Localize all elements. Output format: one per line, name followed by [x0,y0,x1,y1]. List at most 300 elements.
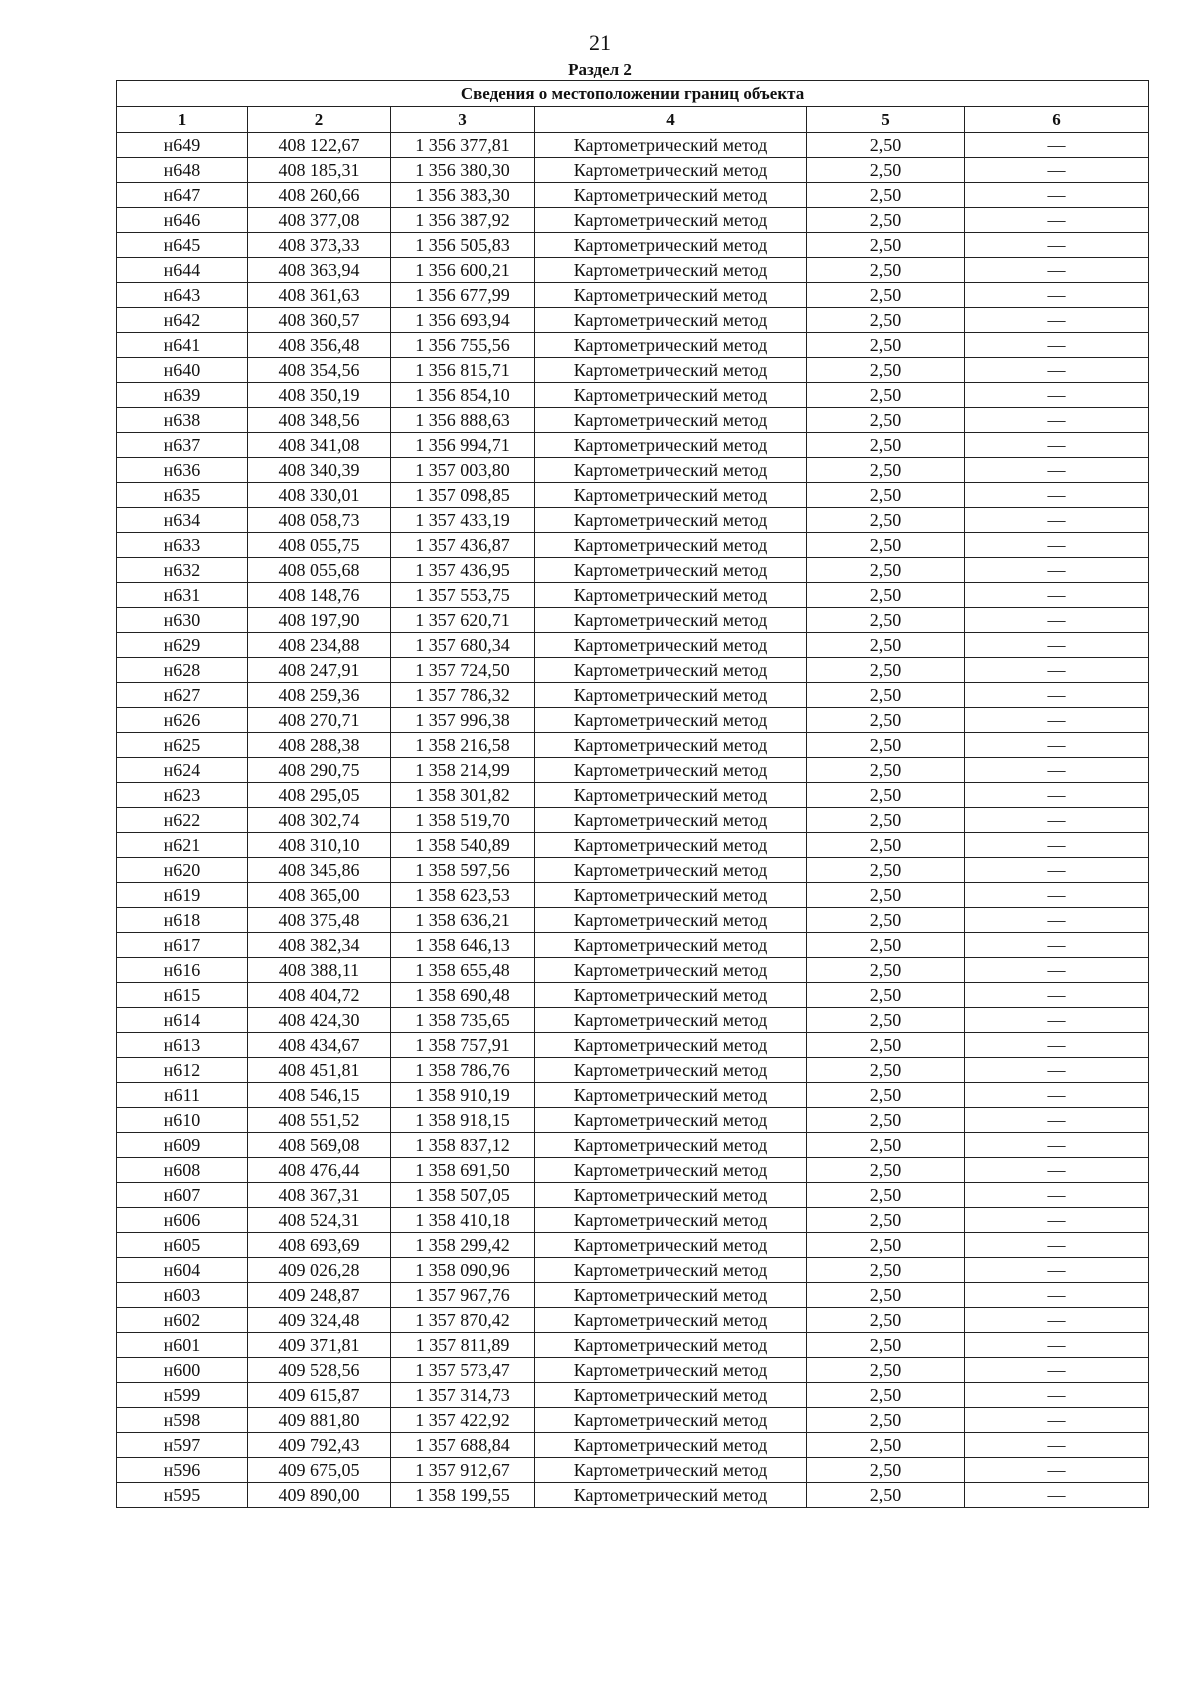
point-id-cell: н595 [117,1483,248,1508]
note-cell: — [965,983,1149,1008]
note-cell: — [965,808,1149,833]
accuracy-cell: 2,50 [807,1483,965,1508]
point-id-cell: н632 [117,558,248,583]
method-cell: Картометрический метод [535,683,807,708]
point-id-cell: н609 [117,1133,248,1158]
table-row [117,1308,1149,1333]
accuracy-cell: 2,50 [807,1383,965,1408]
method-cell: Картометрический метод [535,183,807,208]
accuracy-cell: 2,50 [807,558,965,583]
point-id-cell: н635 [117,483,248,508]
table-row [117,608,1149,633]
y-coordinate-cell: 1 358 410,18 [391,1208,535,1233]
table-row [117,1383,1149,1408]
column-number-row [117,107,1149,133]
x-coordinate-cell: 409 324,48 [248,1308,391,1333]
y-coordinate-cell: 1 358 655,48 [391,958,535,983]
method-cell: Картометрический метод [535,483,807,508]
table-row [117,1483,1149,1508]
note-cell: — [965,1258,1149,1283]
x-coordinate-cell: 408 148,76 [248,583,391,608]
note-cell: — [965,758,1149,783]
accuracy-cell: 2,50 [807,1458,965,1483]
table-row [117,933,1149,958]
note-cell: — [965,608,1149,633]
boundary-coordinates-table [116,80,1149,1508]
accuracy-cell: 2,50 [807,1283,965,1308]
x-coordinate-cell: 408 361,63 [248,283,391,308]
table-row [117,1158,1149,1183]
accuracy-cell: 2,50 [807,1008,965,1033]
point-id-cell: н614 [117,1008,248,1033]
method-cell: Картометрический метод [535,1158,807,1183]
y-coordinate-cell: 1 357 724,50 [391,658,535,683]
note-cell: — [965,1008,1149,1033]
column-header: 3 [391,107,535,133]
x-coordinate-cell: 408 365,00 [248,883,391,908]
y-coordinate-cell: 1 358 299,42 [391,1233,535,1258]
table-row [117,1058,1149,1083]
note-cell: — [965,1483,1149,1508]
point-id-cell: н607 [117,1183,248,1208]
table-row [117,1283,1149,1308]
note-cell: — [965,1283,1149,1308]
table-row [117,433,1149,458]
note-cell: — [965,1233,1149,1258]
accuracy-cell: 2,50 [807,908,965,933]
point-id-cell: н606 [117,1208,248,1233]
y-coordinate-cell: 1 356 383,30 [391,183,535,208]
accuracy-cell: 2,50 [807,308,965,333]
method-cell: Картометрический метод [535,858,807,883]
y-coordinate-cell: 1 356 755,56 [391,333,535,358]
accuracy-cell: 2,50 [807,1308,965,1333]
table-row [117,983,1149,1008]
method-cell: Картометрический метод [535,1083,807,1108]
accuracy-cell: 2,50 [807,583,965,608]
point-id-cell: н625 [117,733,248,758]
note-cell: — [965,458,1149,483]
point-id-cell: н615 [117,983,248,1008]
x-coordinate-cell: 408 363,94 [248,258,391,283]
y-coordinate-cell: 1 358 519,70 [391,808,535,833]
table-title-row [117,81,1149,107]
table-row [117,558,1149,583]
y-coordinate-cell: 1 358 735,65 [391,1008,535,1033]
x-coordinate-cell: 408 288,38 [248,733,391,758]
point-id-cell: н596 [117,1458,248,1483]
x-coordinate-cell: 408 375,48 [248,908,391,933]
y-coordinate-cell: 1 358 757,91 [391,1033,535,1058]
x-coordinate-cell: 408 348,56 [248,408,391,433]
column-header: 4 [535,107,807,133]
note-cell: — [965,1083,1149,1108]
x-coordinate-cell: 408 302,74 [248,808,391,833]
method-cell: Картометрический метод [535,158,807,183]
column-header: 6 [965,107,1149,133]
y-coordinate-cell: 1 358 691,50 [391,1158,535,1183]
accuracy-cell: 2,50 [807,783,965,808]
method-cell: Картометрический метод [535,433,807,458]
table-row [117,1033,1149,1058]
x-coordinate-cell: 408 345,86 [248,858,391,883]
note-cell: — [965,1308,1149,1333]
method-cell: Картометрический метод [535,708,807,733]
point-id-cell: н643 [117,283,248,308]
x-coordinate-cell: 408 055,68 [248,558,391,583]
x-coordinate-cell: 408 247,91 [248,658,391,683]
point-id-cell: н597 [117,1433,248,1458]
accuracy-cell: 2,50 [807,1183,965,1208]
x-coordinate-cell: 408 569,08 [248,1133,391,1158]
table-row [117,1208,1149,1233]
x-coordinate-cell: 408 373,33 [248,233,391,258]
y-coordinate-cell: 1 356 600,21 [391,258,535,283]
accuracy-cell: 2,50 [807,933,965,958]
accuracy-cell: 2,50 [807,508,965,533]
table-row [117,233,1149,258]
accuracy-cell: 2,50 [807,1358,965,1383]
note-cell: — [965,1408,1149,1433]
note-cell: — [965,708,1149,733]
point-id-cell: н619 [117,883,248,908]
table-row [117,833,1149,858]
method-cell: Картометрический метод [535,1008,807,1033]
accuracy-cell: 2,50 [807,708,965,733]
x-coordinate-cell: 408 693,69 [248,1233,391,1258]
y-coordinate-cell: 1 356 377,81 [391,133,535,158]
y-coordinate-cell: 1 356 693,94 [391,308,535,333]
y-coordinate-cell: 1 358 918,15 [391,1108,535,1133]
accuracy-cell: 2,50 [807,658,965,683]
table-row [117,1083,1149,1108]
table-row [117,1108,1149,1133]
table-row [117,358,1149,383]
point-id-cell: н611 [117,1083,248,1108]
accuracy-cell: 2,50 [807,333,965,358]
table-row [117,1408,1149,1433]
accuracy-cell: 2,50 [807,458,965,483]
accuracy-cell: 2,50 [807,1058,965,1083]
y-coordinate-cell: 1 357 967,76 [391,1283,535,1308]
y-coordinate-cell: 1 358 597,56 [391,858,535,883]
y-coordinate-cell: 1 357 680,34 [391,633,535,658]
note-cell: — [965,783,1149,808]
table-row [117,1133,1149,1158]
y-coordinate-cell: 1 357 436,87 [391,533,535,558]
table-row [117,408,1149,433]
point-id-cell: н600 [117,1358,248,1383]
y-coordinate-cell: 1 357 996,38 [391,708,535,733]
y-coordinate-cell: 1 357 870,42 [391,1308,535,1333]
accuracy-cell: 2,50 [807,608,965,633]
table-row [117,483,1149,508]
x-coordinate-cell: 408 451,81 [248,1058,391,1083]
note-cell: — [965,1208,1149,1233]
method-cell: Картометрический метод [535,1308,807,1333]
x-coordinate-cell: 408 122,67 [248,133,391,158]
point-id-cell: н644 [117,258,248,283]
accuracy-cell: 2,50 [807,808,965,833]
method-cell: Картометрический метод [535,1133,807,1158]
y-coordinate-cell: 1 357 314,73 [391,1383,535,1408]
y-coordinate-cell: 1 356 677,99 [391,283,535,308]
note-cell: — [965,308,1149,333]
y-coordinate-cell: 1 357 422,92 [391,1408,535,1433]
method-cell: Картометрический метод [535,1358,807,1383]
y-coordinate-cell: 1 357 620,71 [391,608,535,633]
note-cell: — [965,1033,1149,1058]
note-cell: — [965,558,1149,583]
y-coordinate-cell: 1 358 090,96 [391,1258,535,1283]
method-cell: Картометрический метод [535,983,807,1008]
x-coordinate-cell: 408 260,66 [248,183,391,208]
point-id-cell: н630 [117,608,248,633]
method-cell: Картометрический метод [535,833,807,858]
x-coordinate-cell: 408 476,44 [248,1158,391,1183]
y-coordinate-cell: 1 356 505,83 [391,233,535,258]
table-row [117,858,1149,883]
y-coordinate-cell: 1 358 507,05 [391,1183,535,1208]
point-id-cell: н622 [117,808,248,833]
y-coordinate-cell: 1 357 786,32 [391,683,535,708]
point-id-cell: н645 [117,233,248,258]
method-cell: Картометрический метод [535,783,807,808]
table-row [117,183,1149,208]
x-coordinate-cell: 408 388,11 [248,958,391,983]
x-coordinate-cell: 408 234,88 [248,633,391,658]
x-coordinate-cell: 408 341,08 [248,433,391,458]
point-id-cell: н601 [117,1333,248,1358]
accuracy-cell: 2,50 [807,1108,965,1133]
y-coordinate-cell: 1 357 573,47 [391,1358,535,1383]
y-coordinate-cell: 1 358 636,21 [391,908,535,933]
x-coordinate-cell: 408 546,15 [248,1083,391,1108]
accuracy-cell: 2,50 [807,633,965,658]
table-row [117,808,1149,833]
x-coordinate-cell: 409 615,87 [248,1383,391,1408]
method-cell: Картометрический метод [535,308,807,333]
table-row [117,308,1149,333]
point-id-cell: н640 [117,358,248,383]
point-id-cell: н626 [117,708,248,733]
accuracy-cell: 2,50 [807,358,965,383]
method-cell: Картометрический метод [535,333,807,358]
x-coordinate-cell: 408 382,34 [248,933,391,958]
accuracy-cell: 2,50 [807,1233,965,1258]
point-id-cell: н629 [117,633,248,658]
point-id-cell: н612 [117,1058,248,1083]
note-cell: — [965,933,1149,958]
note-cell: — [965,183,1149,208]
x-coordinate-cell: 408 058,73 [248,508,391,533]
point-id-cell: н618 [117,908,248,933]
note-cell: — [965,908,1149,933]
accuracy-cell: 2,50 [807,383,965,408]
y-coordinate-cell: 1 356 380,30 [391,158,535,183]
point-id-cell: н599 [117,1383,248,1408]
method-cell: Картометрический метод [535,358,807,383]
accuracy-cell: 2,50 [807,983,965,1008]
accuracy-cell: 2,50 [807,183,965,208]
x-coordinate-cell: 408 290,75 [248,758,391,783]
accuracy-cell: 2,50 [807,1408,965,1433]
method-cell: Картометрический метод [535,1233,807,1258]
point-id-cell: н631 [117,583,248,608]
accuracy-cell: 2,50 [807,233,965,258]
point-id-cell: н624 [117,758,248,783]
note-cell: — [965,433,1149,458]
y-coordinate-cell: 1 356 815,71 [391,358,535,383]
section-label: Раздел 2 [568,60,632,79]
note-cell: — [965,358,1149,383]
table-row [117,1333,1149,1358]
method-cell: Картометрический метод [535,1408,807,1433]
accuracy-cell: 2,50 [807,1083,965,1108]
y-coordinate-cell: 1 358 540,89 [391,833,535,858]
note-cell: — [965,283,1149,308]
table-row [117,133,1149,158]
x-coordinate-cell: 409 026,28 [248,1258,391,1283]
method-cell: Картометрический метод [535,1333,807,1358]
point-id-cell: н613 [117,1033,248,1058]
method-cell: Картометрический метод [535,1383,807,1408]
note-cell: — [965,408,1149,433]
table-row [117,1433,1149,1458]
point-id-cell: н647 [117,183,248,208]
table-row [117,1183,1149,1208]
note-cell: — [965,958,1149,983]
x-coordinate-cell: 409 881,80 [248,1408,391,1433]
point-id-cell: н627 [117,683,248,708]
method-cell: Картометрический метод [535,1183,807,1208]
note-cell: — [965,1058,1149,1083]
table-row [117,458,1149,483]
table-head [117,81,1149,133]
accuracy-cell: 2,50 [807,883,965,908]
table-row [117,733,1149,758]
y-coordinate-cell: 1 357 433,19 [391,508,535,533]
y-coordinate-cell: 1 358 199,55 [391,1483,535,1508]
point-id-cell: н604 [117,1258,248,1283]
y-coordinate-cell: 1 358 837,12 [391,1133,535,1158]
y-coordinate-cell: 1 357 553,75 [391,583,535,608]
accuracy-cell: 2,50 [807,1133,965,1158]
table-row [117,383,1149,408]
table-row [117,1358,1149,1383]
method-cell: Картометрический метод [535,1258,807,1283]
accuracy-cell: 2,50 [807,758,965,783]
x-coordinate-cell: 408 340,39 [248,458,391,483]
y-coordinate-cell: 1 358 910,19 [391,1083,535,1108]
table-row [117,908,1149,933]
x-coordinate-cell: 408 197,90 [248,608,391,633]
method-cell: Картометрический метод [535,283,807,308]
x-coordinate-cell: 408 367,31 [248,1183,391,1208]
method-cell: Картометрический метод [535,758,807,783]
x-coordinate-cell: 409 890,00 [248,1483,391,1508]
x-coordinate-cell: 408 356,48 [248,333,391,358]
table-row [117,158,1149,183]
note-cell: — [965,1433,1149,1458]
x-coordinate-cell: 408 404,72 [248,983,391,1008]
note-cell: — [965,1133,1149,1158]
table-row [117,958,1149,983]
table-row [117,1258,1149,1283]
accuracy-cell: 2,50 [807,433,965,458]
accuracy-cell: 2,50 [807,1258,965,1283]
table-row [117,508,1149,533]
point-id-cell: н638 [117,408,248,433]
note-cell: — [965,1108,1149,1133]
point-id-cell: н639 [117,383,248,408]
y-coordinate-cell: 1 358 216,58 [391,733,535,758]
accuracy-cell: 2,50 [807,958,965,983]
note-cell: — [965,483,1149,508]
column-header: 5 [807,107,965,133]
method-cell: Картометрический метод [535,383,807,408]
method-cell: Картометрический метод [535,1458,807,1483]
table-body [117,133,1149,1508]
note-cell: — [965,333,1149,358]
y-coordinate-cell: 1 356 994,71 [391,433,535,458]
accuracy-cell: 2,50 [807,1158,965,1183]
table-row [117,258,1149,283]
accuracy-cell: 2,50 [807,533,965,558]
note-cell: — [965,1158,1149,1183]
method-cell: Картометрический метод [535,1483,807,1508]
method-cell: Картометрический метод [535,1433,807,1458]
method-cell: Картометрический метод [535,908,807,933]
table-title: Сведения о местоположении границ объекта [117,81,1149,107]
point-id-cell: н636 [117,458,248,483]
accuracy-cell: 2,50 [807,1033,965,1058]
point-id-cell: н617 [117,933,248,958]
table-row [117,783,1149,808]
table-row [117,633,1149,658]
column-header: 1 [117,107,248,133]
table-row [117,1008,1149,1033]
method-cell: Картометрический метод [535,133,807,158]
note-cell: — [965,833,1149,858]
y-coordinate-cell: 1 357 098,85 [391,483,535,508]
accuracy-cell: 2,50 [807,483,965,508]
method-cell: Картометрический метод [535,933,807,958]
note-cell: — [965,383,1149,408]
y-coordinate-cell: 1 358 301,82 [391,783,535,808]
column-header: 2 [248,107,391,133]
note-cell: — [965,583,1149,608]
point-id-cell: н641 [117,333,248,358]
method-cell: Картометрический метод [535,1058,807,1083]
x-coordinate-cell: 408 330,01 [248,483,391,508]
accuracy-cell: 2,50 [807,733,965,758]
page-number: 21 [589,30,611,55]
y-coordinate-cell: 1 356 888,63 [391,408,535,433]
note-cell: — [965,258,1149,283]
method-cell: Картометрический метод [535,1108,807,1133]
table-row [117,333,1149,358]
x-coordinate-cell: 409 528,56 [248,1358,391,1383]
method-cell: Картометрический метод [535,508,807,533]
point-id-cell: н605 [117,1233,248,1258]
table-row [117,883,1149,908]
note-cell: — [965,158,1149,183]
accuracy-cell: 2,50 [807,133,965,158]
point-id-cell: н642 [117,308,248,333]
x-coordinate-cell: 408 551,52 [248,1108,391,1133]
note-cell: — [965,858,1149,883]
